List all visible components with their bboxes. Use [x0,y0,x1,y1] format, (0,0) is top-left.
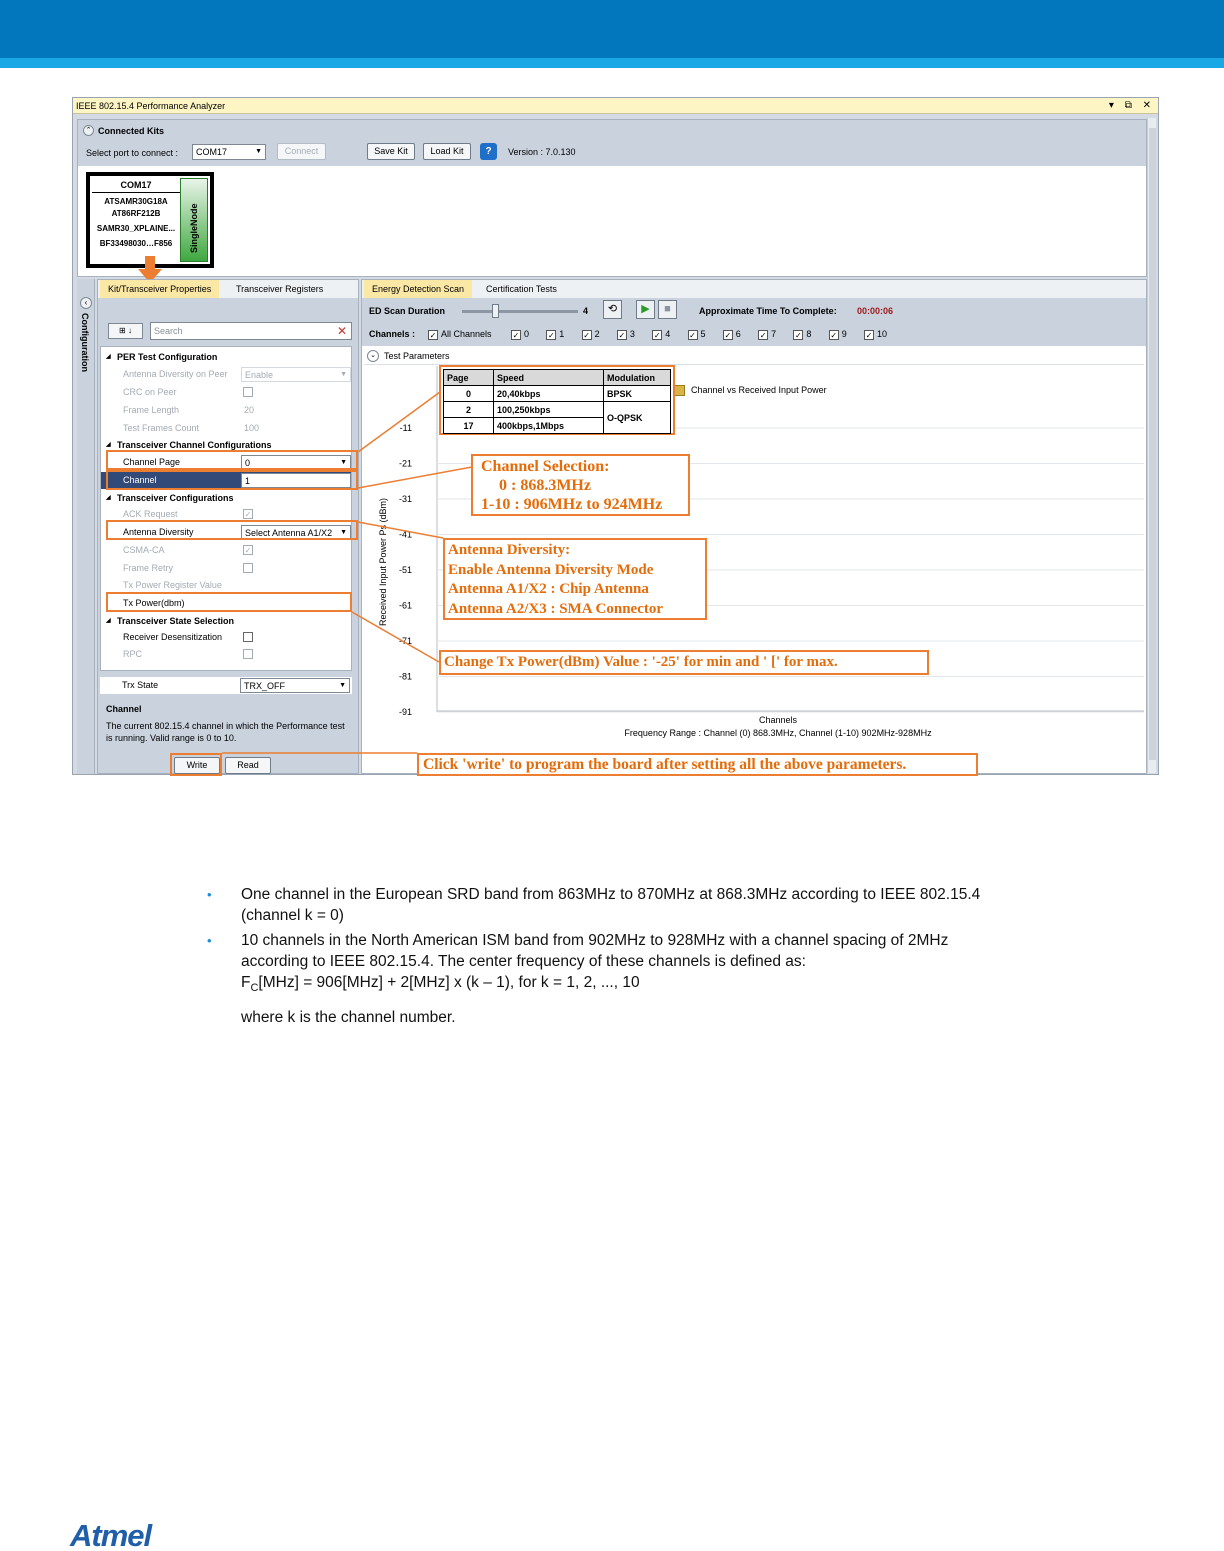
prop-name: Tx Power Register Value [123,580,222,590]
callout-line: 0 : 868.3MHz [499,477,591,494]
sort-icon[interactable]: ⊞ ↓ [108,323,143,339]
table-header: Speed [494,370,604,386]
callout-write [417,753,978,776]
prop-name: Antenna Diversity on Peer [123,369,228,379]
table-cell: 20,40kbps [494,386,604,402]
atmel-logo: Atmel [70,1518,152,1551]
search-placeholder: Search [154,326,183,336]
channel-checkbox-label: 9 [841,329,847,339]
prop-name: Test Frames Count [123,423,200,433]
channel-checkbox-label: 4 [665,329,671,339]
y-tick-label: -21 [398,458,412,469]
legend-label: Channel vs Received Input Power [691,385,827,395]
checkbox-icon: ✓ [429,331,437,340]
prop-name: Antenna Diversity [123,527,194,537]
connector-line [358,392,440,452]
kit-serial: BF33498030…F856 [99,239,173,248]
callout-line: 1-10 : 906MHz to 924MHz [481,496,663,513]
table-cell: BPSK [604,386,671,402]
table-cell: 100,250kbps [494,402,604,418]
version-label: Version : 7.0.130 [508,147,576,157]
prop-value-text: 0 [245,458,251,468]
checkbox-icon: ✓ [865,331,873,340]
chevron-down-icon: ▼ [340,371,347,378]
channel-checkbox-label: 6 [735,329,741,339]
channel-checkbox-label: 1 [559,329,565,339]
collapse-triangle-icon: ◢ [106,442,111,448]
time-to-complete-label: Approximate Time To Complete: [699,306,837,316]
y-tick-label: -61 [398,600,412,611]
prop-value[interactable]: 20 [244,405,255,415]
channel-input[interactable]: 1 [241,473,351,488]
time-to-complete-value: 00:00:06 [857,306,894,316]
body-text [205,884,995,1032]
write-button[interactable]: Write [174,757,220,774]
table-cell: 2 [444,402,494,418]
stop-icon[interactable]: ■ [658,300,677,319]
y-tick-label: -31 [398,494,412,504]
checkbox[interactable]: ✓ [244,546,252,555]
prop-value-text: TRX_OFF [244,681,286,691]
prop-name: ACK Request [123,509,178,519]
kit-transceiver: AT86RF212B [111,209,161,218]
window-title: IEEE 802.15.4 Performance Analyzer [76,101,226,111]
y-tick-label: -81 [398,671,412,682]
tab-kit-transceiver-properties[interactable]: Kit/Transceiver Properties [100,280,219,298]
configuration-label: Configuration [80,313,90,372]
connector-line [358,522,443,538]
kit-com-port: COM17 [92,178,180,193]
checkbox-icon: ✓ [759,331,767,340]
repeat-icon[interactable]: ⟲ [603,300,622,319]
ed-scan-duration-label: ED Scan Duration [369,306,446,316]
tab-energy-detection-scan[interactable]: Energy Detection Scan [364,280,472,298]
prop-name: Trx State [122,680,159,690]
table-header: Modulation [604,370,671,386]
kit-mcu: ATSAMR30G18A [104,197,168,206]
checkbox-icon: ✓ [724,331,732,340]
prop-value-text: Enable [245,370,274,380]
clear-search-icon[interactable]: ✕ [336,324,347,338]
callout-line: Antenna Diversity: [448,542,571,558]
chevron-left-icon[interactable]: ‹ [80,297,92,309]
bullet-text: One channel in the European SRD band from 863MHz to 870MHz at 868.3MHz according to IEEE 802.15.4 (channel k = 0) [241,886,981,924]
y-tick-label: -11 [399,423,412,433]
collapse-triangle-icon: ◢ [106,618,111,624]
prop-name: RPC [123,649,143,659]
channel-checkbox-label: 10 [877,329,888,339]
callout-channel-selection [471,454,690,516]
kit-mode-label: SingleNode [189,203,199,253]
callout-antenna-diversity [443,538,707,620]
callout-line: Change Tx Power(dBm) Value : '-25' for min and ' [' for max. [444,654,838,670]
y-tick-label: -51 [398,565,412,575]
port-label: Select port to connect : [86,148,179,158]
prop-name: Frame Length [123,405,180,415]
formula-subscript: C [250,982,259,995]
prop-name: Receiver Desensitization [123,632,223,642]
tab-transceiver-registers[interactable]: Transceiver Registers [236,284,324,294]
bullet-icon: • [207,887,212,902]
load-kit-button[interactable]: Load Kit [423,143,471,160]
bullet-icon: • [207,933,212,948]
channels-label: Channels : [369,329,416,339]
y-tick-label: -71 [398,636,412,646]
callout-line: Enable Antenna Diversity Mode [448,561,654,578]
checkbox-icon: ✓ [583,331,590,340]
y-axis-title: Received Input Power Ps (dBm) [378,497,388,627]
category-label: Transceiver State Selection [117,616,235,626]
checkbox-icon: ✓ [653,331,661,340]
callout-line: Antenna A1/X2 : Chip Antenna [448,581,649,597]
collapse-triangle-icon: ◢ [106,495,111,501]
category-label: PER Test Configuration [117,352,218,362]
checkbox-icon: ✓ [512,331,520,340]
checkbox-icon: ✓ [618,331,626,340]
collapse-icon[interactable]: ⌃ [83,125,94,136]
chevron-down-icon: ▼ [340,459,347,466]
table-header: Page [444,370,494,386]
connected-kits-title: Connected Kits [98,126,165,136]
callout-line: Antenna A2/X3 : SMA Connector [448,600,664,617]
checkbox-icon: ✓ [830,331,838,340]
connect-button[interactable]: Connect [277,143,326,160]
table-cell: O-QPSK [604,402,671,434]
connector-line [352,612,439,662]
chevron-down-icon: ⌄ [367,350,379,362]
collapse-triangle-icon: ◢ [106,354,111,360]
callout-line: Channel Selection: [481,458,610,475]
checkbox-icon: ✓ [795,331,802,340]
prop-name: CSMA-CA [123,545,165,555]
tab-certification-tests[interactable]: Certification Tests [486,284,557,294]
duration-value: 4 [583,306,589,316]
chevron-down-icon: ▼ [255,148,262,155]
prop-name: Frame Retry [123,563,174,573]
y-tick-label: -41 [398,529,412,540]
formula-text: [MHz] = 906[MHz] + 2[MHz] x (k – 1), for k = 1, 2, ..., 10 [258,974,640,991]
window-controls[interactable]: ▾ ⧉ ✕ [1108,100,1155,111]
channel-checkbox-label: 3 [629,329,635,339]
checkbox[interactable]: ✓ [244,510,252,519]
category-label: Transceiver Channel Configurations [117,440,272,450]
play-icon[interactable]: ▶ [636,300,655,319]
formula-symbol: F [241,974,251,991]
kit-board: SAMR30_XPLAINE... [96,224,176,233]
chevron-down-icon: ▼ [339,682,346,689]
chevron-down-icon: ▼ [340,529,347,536]
read-button[interactable]: Read [225,757,271,774]
table-cell: 400kbps,1Mbps [494,418,604,434]
x-axis-subtitle: Frequency Range : Channel (0) 868.3MHz, Channel (1-10) 902MHz-928MHz [624,728,932,738]
description-text: The current 802.15.4 channel in which the Performance test is running. Valid range is 0 to 10. [106,721,345,743]
y-tick-label: -91 [398,707,412,717]
list-item [205,884,995,926]
channel-checkbox-label: 0 [524,329,530,339]
channel-checkbox-label: 5 [700,329,706,339]
prop-name: CRC on Peer [123,387,177,397]
connector-line [358,467,472,488]
channel-checkbox-label: 7 [771,329,777,339]
table-cell: 0 [444,386,494,402]
checkbox-icon: ✓ [547,331,555,340]
save-kit-button[interactable]: Save Kit [367,143,415,160]
category-label: Transceiver Configurations [117,493,234,503]
callout-line: Click 'write' to program the board after setting all the above parameters. [423,756,907,773]
formula-note: where k is the channel number. [241,1009,456,1027]
formula [241,972,995,999]
prop-value[interactable]: 100 [244,423,260,433]
prop-name: Channel [123,475,157,485]
bullet-text: 10 channels in the North American ISM band from 902MHz to 928MHz with a channel spacing of 2MHz according to IEEE 802.15.4. The center frequency of these channels is defined as: [241,932,949,970]
prop-name: Tx Power(dbm) [123,598,185,608]
table-cell: 17 [444,418,494,434]
callout-tx-power [439,650,929,675]
checkbox-icon: ✓ [689,331,696,340]
help-icon[interactable]: ? [480,143,497,160]
description-title: Channel [106,704,142,714]
x-axis-title: Channels [758,715,798,725]
channel-checkbox-label: 2 [594,329,600,339]
all-channels-label: All Channels [441,329,492,339]
list-item [205,930,995,1028]
port-select-value: COM17 [196,147,228,157]
prop-name: Channel Page [123,457,181,467]
channel-checkbox-label: 8 [806,329,812,339]
prop-value-text: Select Antenna A1/X2 [245,528,333,538]
test-parameters-label: Test Parameters [384,351,450,361]
